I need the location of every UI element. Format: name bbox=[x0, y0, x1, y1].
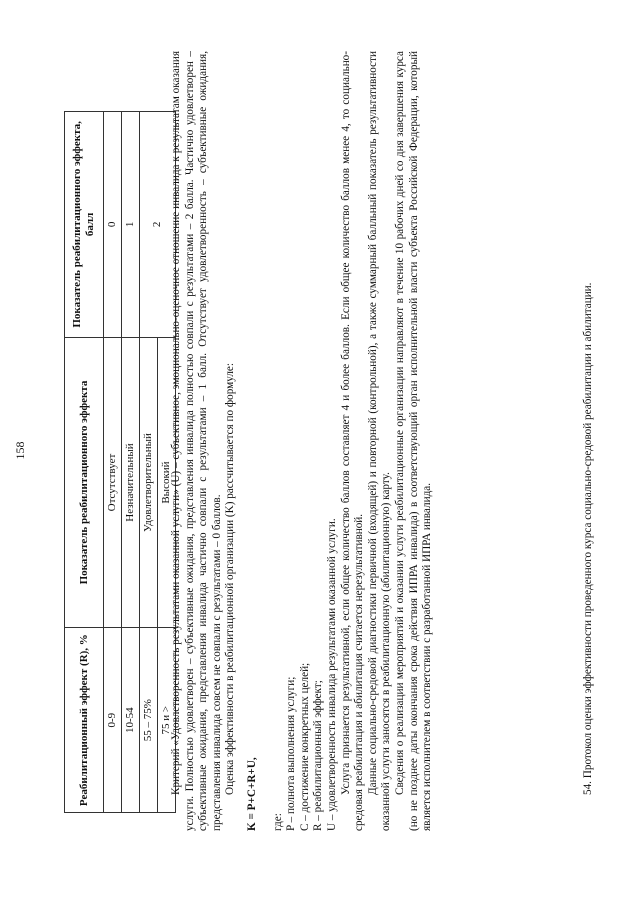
table-header-cell: Реабилитационный эффект (R), % bbox=[65, 628, 104, 813]
where-label: где: bbox=[271, 813, 284, 831]
table-cell: Удовлетворительный bbox=[140, 337, 158, 628]
table-cell: 0-9 bbox=[104, 628, 122, 813]
table-cell: 55 – 75% bbox=[140, 628, 158, 813]
definition-r: R – реабилитационный эффект; bbox=[312, 680, 325, 831]
table-header-cell: Показатель реабилитационного эффекта, балл bbox=[65, 112, 104, 338]
table-cell: 10-54 bbox=[122, 628, 140, 813]
table-cell: 75 и > bbox=[158, 628, 176, 813]
body-text bbox=[170, 51, 435, 831]
table-cell: Незначительный bbox=[122, 337, 140, 628]
table-row bbox=[122, 112, 140, 813]
table-header-row bbox=[65, 112, 104, 813]
page-number: 158 bbox=[13, 441, 27, 460]
table-header-cell: Показатель реабилитационного эффекта bbox=[65, 337, 104, 628]
definition-p: P – полнота выполнения услуги; bbox=[285, 676, 298, 831]
item-54-heading: 54. Протокол оценки эффективности проведенного курса социально-средовой реабилитации и абилитации. bbox=[582, 282, 594, 795]
table-cell: 1 bbox=[122, 112, 140, 338]
table-row bbox=[104, 112, 122, 813]
table-row bbox=[140, 112, 158, 813]
definition-c: C – достижение конкретных целей; bbox=[298, 662, 311, 831]
info-paragraph: Сведения о реализации мероприятий и оказании услуги реабилитационные организации направляют в течение 10 рабочих дней со дня завершения курса (но не позднее даты окончания срока действия ИПРА инвалида) в соответствующий орган исполнительной власти субъекта Российской Федерации, который является исполнителем в соответствии с разработанной ИПРА инвалида. bbox=[393, 51, 434, 831]
criterion-paragraph: Критерий «Удовлетворенность результатами оказанной услуги» (U) – субъективное, эмоционально-оценочное отношение инвалида к результатам оказания услуги. Полностью удовлетворен – субъективные ожидания, представления инвалида полностью совпали с результатами – 2 балла. Частично удовлетворен – субъективные ожидания, представления инвалида частично совпали с результатами – 1 балл. Отсутствует удовлетворенность – субъективные ожидания, представления инвалида совсем не совпали с результатами – 0 баллов. bbox=[170, 51, 223, 831]
result-paragraph: Услуга признается результативной, если общее количество баллов составляет 4 и более баллов. Если общее количество баллов менее 4, то социально-средовая реабилитация и абилитация считается нерезультативной. bbox=[339, 51, 366, 831]
data-paragraph: Данные социально-средовой диагностики первичной (входящей) и повторной (контрольной), а также суммарный балльный показатель результативности оказанной услуги заносятся в реабилитационную (абилитационную) карту. bbox=[366, 51, 393, 831]
definition-u: U – удовлетворенность инвалида результатами оказанной услуги. bbox=[325, 518, 338, 831]
table-cell: Отсутствует bbox=[104, 337, 122, 628]
table-cell: 0 bbox=[104, 112, 122, 338]
table-cell: 2 bbox=[140, 112, 176, 338]
rehab-effect-table bbox=[64, 111, 176, 813]
table-cell: Высокий bbox=[158, 337, 176, 628]
formula: K = P+C+R+U, bbox=[245, 757, 258, 831]
assessment-paragraph: Оценка эффективности в реабилитационной организации (K) рассчитывается по формуле: bbox=[224, 363, 237, 795]
